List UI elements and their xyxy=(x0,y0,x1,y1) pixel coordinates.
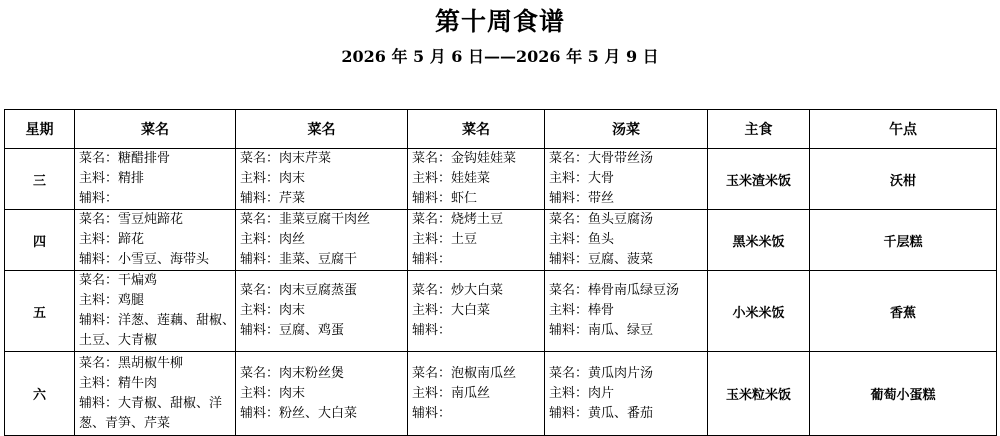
main-ingredient: 主料：肉片 xyxy=(549,385,615,401)
staple-cell: 玉米粒米饭 xyxy=(708,352,810,436)
snack-cell: 葡萄小蛋糕 xyxy=(810,352,997,436)
dish-cell xyxy=(408,149,545,210)
dish-name: 菜名：肉末芹菜 xyxy=(240,151,332,166)
main-ingredient: 主料：娃娃菜 xyxy=(412,171,491,186)
side-ingredient: 辅料：黄瓜、番茄 xyxy=(549,405,654,421)
main-ingredient: 主料：土豆 xyxy=(412,232,478,247)
dish-name: 菜名：鱼头豆腐汤 xyxy=(549,212,654,227)
day-cell: 三 xyxy=(5,149,75,210)
date-range: 2026 年 5 月 6 日——2026 年 5 月 9 日 xyxy=(341,47,659,66)
side-ingredient: 辅料：粉丝、大白菜 xyxy=(240,405,358,421)
dish-name: 菜名：金钩娃娃菜 xyxy=(412,151,517,166)
side-ingredient: 辅料： xyxy=(412,252,452,267)
main-ingredient: 主料：肉末 xyxy=(240,385,306,401)
main-ingredient: 主料：大骨 xyxy=(549,171,615,186)
menu-table xyxy=(4,109,997,436)
main-ingredient: 主料：精排 xyxy=(79,171,145,186)
main-ingredient: 主料：肉丝 xyxy=(240,232,306,247)
header-dish-1: 菜名 xyxy=(75,110,236,149)
main-ingredient: 主料：大白菜 xyxy=(412,303,491,318)
dish-name: 菜名：干煸鸡 xyxy=(79,273,158,288)
main-ingredient: 主料：鱼头 xyxy=(549,232,615,247)
table-row xyxy=(5,352,997,436)
table-row xyxy=(5,210,997,271)
side-ingredient: 辅料：小雪豆、海带头 xyxy=(79,252,210,267)
dish-name: 菜名：黑胡椒牛柳 xyxy=(79,355,184,371)
side-ingredient: 辅料：带丝 xyxy=(549,191,615,206)
dish-cell xyxy=(408,271,545,352)
dish-cell xyxy=(236,149,408,210)
dish-name: 菜名：烧烤土豆 xyxy=(412,212,504,227)
dish-name: 菜名：肉末粉丝煲 xyxy=(240,365,345,381)
header-staple: 主食 xyxy=(708,110,810,149)
soup-cell xyxy=(545,149,708,210)
header-row xyxy=(5,110,997,149)
side-ingredient: 辅料：大青椒、甜椒、洋葱、青笋、芹菜 xyxy=(79,395,223,431)
main-ingredient: 主料：鸡腿 xyxy=(79,293,145,308)
dish-name: 菜名：肉末豆腐蒸蛋 xyxy=(240,283,358,298)
dish-name: 菜名：糖醋排骨 xyxy=(79,151,171,166)
dish-cell xyxy=(75,352,236,436)
main-ingredient: 主料：棒骨 xyxy=(549,303,615,318)
main-ingredient: 主料：肉末 xyxy=(240,171,306,186)
header-dish-2: 菜名 xyxy=(236,110,408,149)
dish-name: 菜名：泡椒南瓜丝 xyxy=(412,365,517,381)
header-day: 星期 xyxy=(5,110,75,149)
dish-cell xyxy=(236,352,408,436)
snack-cell: 千层糕 xyxy=(810,210,997,271)
table-row xyxy=(5,271,997,352)
side-ingredient: 辅料： xyxy=(79,191,119,206)
side-ingredient: 辅料： xyxy=(412,405,452,421)
dish-name: 菜名：大骨带丝汤 xyxy=(549,151,654,166)
dish-cell xyxy=(408,352,545,436)
side-ingredient: 辅料：虾仁 xyxy=(412,191,478,206)
snack-cell: 沃柑 xyxy=(810,149,997,210)
dish-cell xyxy=(408,210,545,271)
dish-cell xyxy=(75,210,236,271)
dish-name: 菜名：炒大白菜 xyxy=(412,283,504,298)
soup-cell xyxy=(545,210,708,271)
dish-name: 菜名：黄瓜肉片汤 xyxy=(549,365,654,381)
side-ingredient: 辅料： xyxy=(412,323,452,338)
dish-cell xyxy=(236,271,408,352)
dish-name: 菜名：雪豆炖蹄花 xyxy=(79,212,184,227)
dish-name: 菜名：韭菜豆腐干肉丝 xyxy=(240,212,371,227)
side-ingredient: 辅料：豆腐、菠菜 xyxy=(549,252,654,267)
day-cell: 六 xyxy=(5,352,75,436)
day-cell: 四 xyxy=(5,210,75,271)
main-ingredient: 主料：精牛肉 xyxy=(79,375,158,391)
table-row xyxy=(5,149,997,210)
staple-cell: 小米米饭 xyxy=(708,271,810,352)
side-ingredient: 辅料：韭菜、豆腐干 xyxy=(240,252,358,267)
dish-name: 菜名：棒骨南瓜绿豆汤 xyxy=(549,283,680,298)
main-ingredient: 主料：蹄花 xyxy=(79,232,145,247)
side-ingredient: 辅料：芹菜 xyxy=(240,191,306,206)
dish-cell xyxy=(75,149,236,210)
menu-body xyxy=(5,149,997,436)
page-title: 第十周食谱 xyxy=(434,7,565,36)
header-soup: 汤菜 xyxy=(545,110,708,149)
header-snack: 午点 xyxy=(810,110,997,149)
side-ingredient: 辅料：豆腐、鸡蛋 xyxy=(240,323,345,338)
side-ingredient: 辅料：洋葱、莲藕、甜椒、土豆、大青椒 xyxy=(79,313,236,348)
side-ingredient: 辅料：南瓜、绿豆 xyxy=(549,323,654,338)
staple-cell: 黑米米饭 xyxy=(708,210,810,271)
dish-cell xyxy=(75,271,236,352)
snack-cell: 香蕉 xyxy=(810,271,997,352)
dish-cell xyxy=(236,210,408,271)
soup-cell xyxy=(545,271,708,352)
header-dish-3: 菜名 xyxy=(408,110,545,149)
main-ingredient: 主料：肉末 xyxy=(240,303,306,318)
main-ingredient: 主料：南瓜丝 xyxy=(412,385,491,401)
soup-cell xyxy=(545,352,708,436)
day-cell: 五 xyxy=(5,271,75,352)
staple-cell: 玉米渣米饭 xyxy=(708,149,810,210)
